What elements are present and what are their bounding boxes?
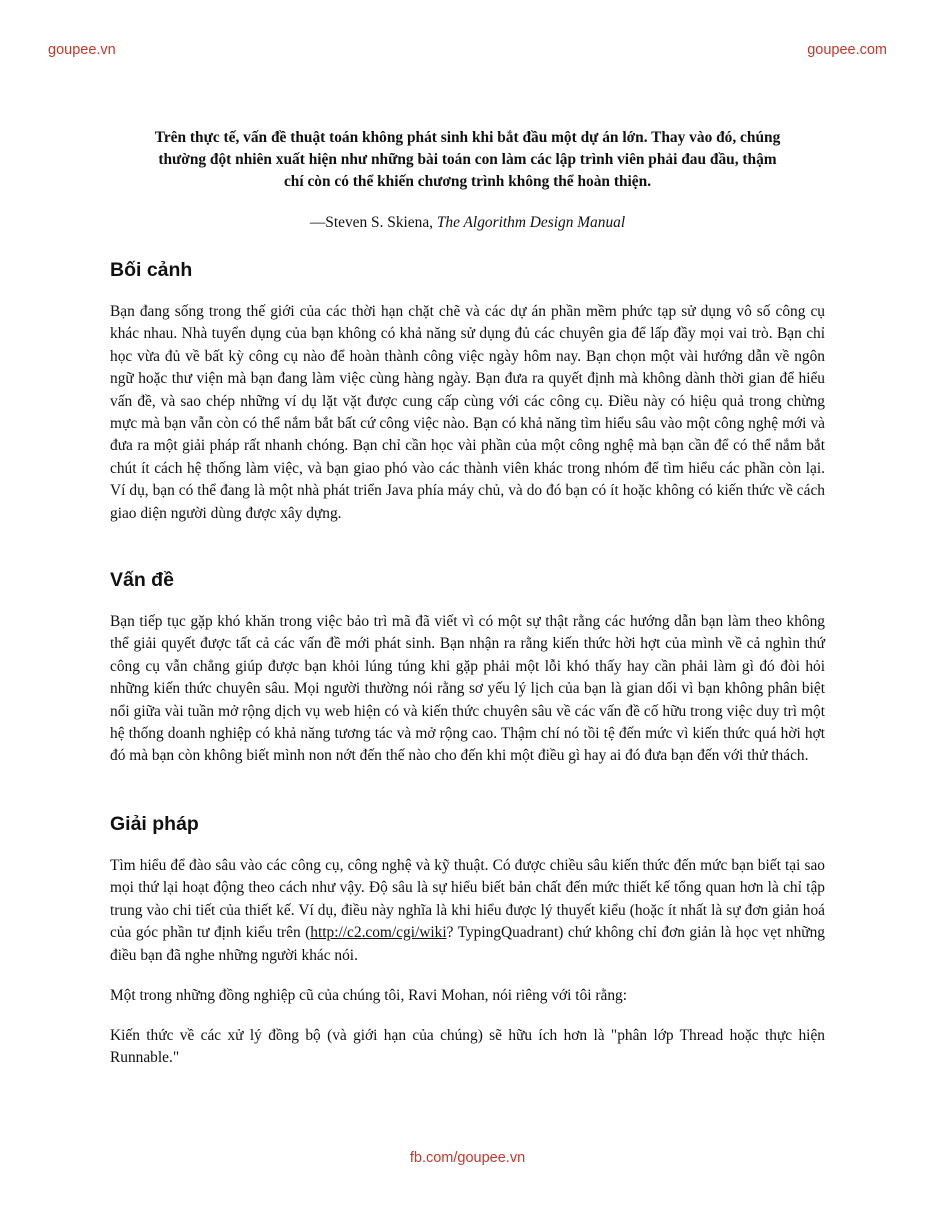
solution-text-before-link: Tìm hiểu để đào sâu vào các công cụ, công nghệ và kỹ thuật. Có được chiều sâu kiến thức đến mức bạn biết tại sao mọi thứ lại hoạt động theo cách như vậy. Độ sâu là sự hiểu biết bản chất đến mức thiết kế tổng quan hơn là chỉ tập trung vào chi tiết của thiết kế. Ví dụ, điều này nghĩa là khi hiểu được lý thuyết kiểu (hoặc ít nhất là sự đơn giản hoá của góc phần tư định kiểu trên ( bbox=[110, 857, 825, 942]
header-site-left: goupee.vn bbox=[48, 42, 116, 58]
section-heading-solution: Giải pháp bbox=[110, 813, 199, 835]
section-heading-context: Bối cảnh bbox=[110, 259, 193, 281]
solution-text-after-link: ? TypingQuadrant) chứ không chỉ đơn giản là học vẹt những điều bạn đã nghe những người khác nói. bbox=[110, 924, 825, 964]
wiki-link[interactable]: http://c2.com/cgi/wiki bbox=[310, 924, 447, 942]
solution-paragraph-2: Một trong những đồng nghiệp cũ của chúng tôi, Ravi Mohan, nói riêng với tôi rằng: bbox=[110, 987, 628, 1004]
epigraph-attribution bbox=[150, 212, 785, 234]
epigraph-book-title: The Algorithm Design Manual bbox=[436, 214, 626, 231]
epigraph-author: —Steven S. Skiena, bbox=[309, 214, 437, 231]
section-text-solution bbox=[110, 855, 825, 967]
solution-paragraph-3: Kiến thức về các xử lý đồng bộ (và giới hạn của chúng) sẽ hữu ích hơn là "phân lớp Thread hoặc thực hiện Runnable." bbox=[110, 1027, 825, 1067]
epigraph-quote: Trên thực tế, vấn đề thuật toán không phát sinh khi bắt đầu một dự án lớn. Thay vào đó, chúng thường đột nhiên xuất hiện như những bài toán con làm các lập trình viên phải đau đầu, thậm chí còn có thể khiến chương trình không thể hoàn thiện. bbox=[154, 129, 781, 190]
section-heading-problem: Vấn đề bbox=[110, 569, 174, 591]
section-text-context: Bạn đang sống trong thế giới của các thời hạn chặt chẽ và các dự án phần mềm phức tạp sử dụng vô số công cụ khác nhau. Nhà tuyển dụng của bạn không có khả năng sử dụng đủ các chuyên gia để lấp đầy mọi vai trò. Bạn chỉ học vừa đủ về bất kỳ công cụ nào để hoàn thành công việc ngày hôm nay. Bạn chọn một vài hướng dẫn về ngôn ngữ hoặc thư viện mà bạn đang làm việc cùng hàng ngày. Bạn đưa ra quyết định mà không dành thời gian để hiểu vấn đề, và sao chép những ví dụ lặt vặt được cung cấp cùng với các công cụ. Điều này có hiệu quả trong chừng mực mà bạn vẫn còn có thể nắm bắt bất cứ công việc nào. Bạn có khả năng tìm hiểu sâu vào một công nghệ mới và đưa ra một giải pháp rất nhanh chóng. Bạn chỉ cần học vài phần của một công nghệ mà bạn cần để có thể nắm bắt chút ít cách hệ thống làm việc, và bạn giao phó vào các thành viên khác trong nhóm để tìm hiểu các phần còn lại. Ví dụ, bạn có thể đang là một nhà phát triển Java phía máy chủ, và do đó bạn có ít hoặc không có kiến thức về cách giao diện người dùng được xây dựng. bbox=[110, 303, 825, 522]
section-text-problem: Bạn tiếp tục gặp khó khăn trong việc bảo trì mã đã viết vì có một sự thật rằng các hướng dẫn bạn làm theo không thể giải quyết được tất cả các vấn đề mới phát sinh. Bạn nhận ra rằng kiến thức hời hợt của mình về cả nghìn thứ công cụ vẫn chẳng giúp được bạn khỏi lúng túng khi gặp phải một lỗi khó thấy hay cần phải làm gì đó đòi hỏi những kiến thức chuyên sâu. Mọi người thường nói rằng sơ yếu lý lịch của bạn là gian dối vì bạn không phân biệt nổi giữa vài tuần mở rộng dịch vụ web hiện có và kiến thức chuyên sâu về các vấn đề cố hữu trong việc duy trì một hệ thống doanh nghiệp có khả năng tương tác và mở rộng cao. Thậm chí nó tồi tệ đến mức vì kiến thức quá hời hợt đó mà bạn còn không biết mình non nớt đến thế nào cho đến khi một điều gì hay ai đó đưa bạn đến với thử thách. bbox=[110, 613, 825, 765]
footer-link: fb.com/goupee.vn bbox=[409, 1150, 526, 1166]
header-site-right: goupee.com bbox=[807, 42, 887, 58]
